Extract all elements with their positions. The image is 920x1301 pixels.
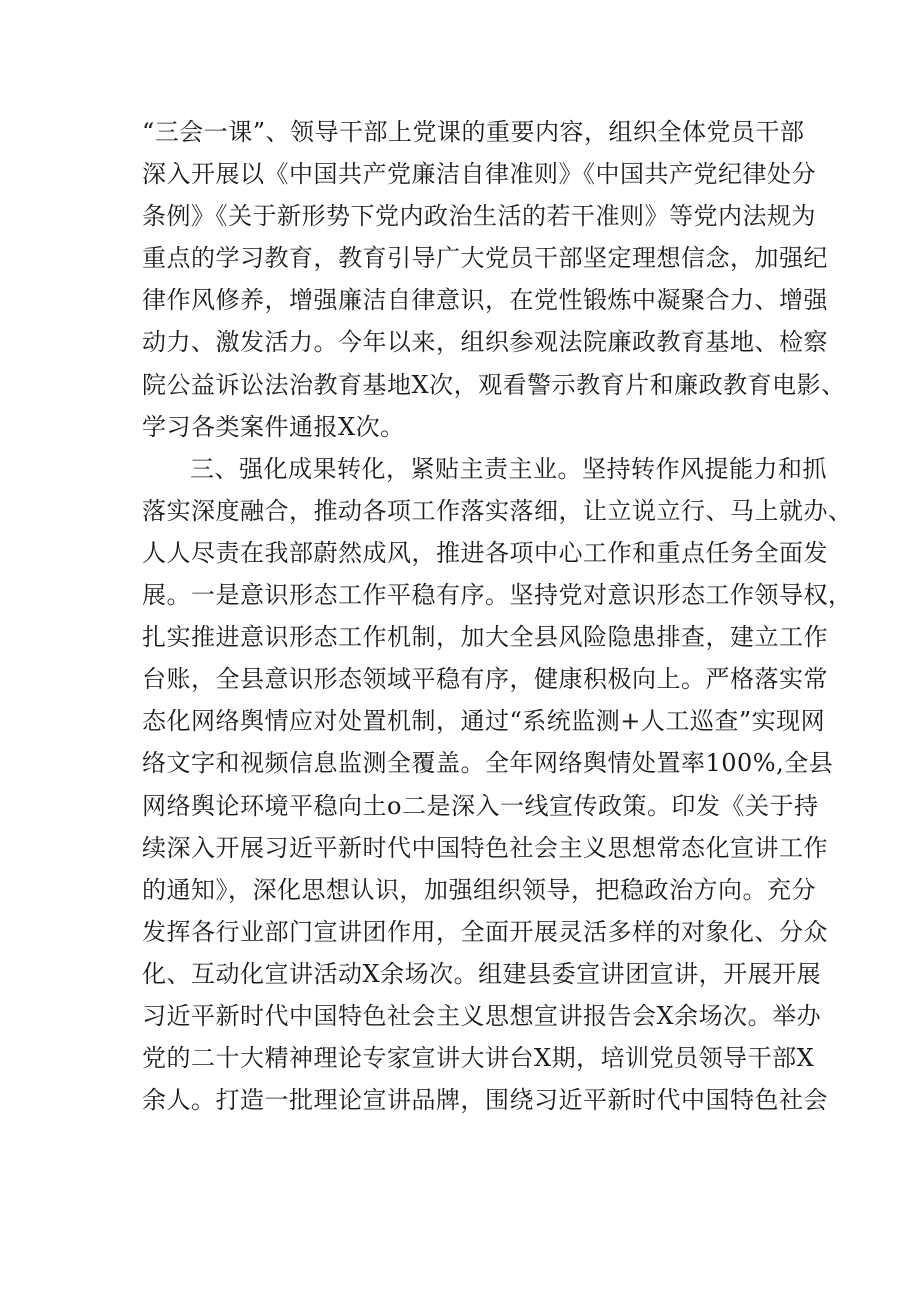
section-heading-line: 三、强化成果转化，紧贴主责主业。坚持转作风提能力和抓 bbox=[190, 454, 827, 483]
text-line: 展。一是意识形态工作平稳有序。坚持党对意识形态工作领导权， bbox=[142, 581, 853, 610]
text-line: 余人。打造一批理论宣讲品牌，围绕习近平新时代中国特色社会 bbox=[142, 1086, 828, 1115]
text-line: 重点的学习教育，教育引导广大党员干部坚定理想信念，加强纪 bbox=[142, 244, 828, 273]
document-body bbox=[142, 111, 853, 1121]
text-line: 发挥各行业部门宣讲团作用，全面开展灵活多样的对象化、分众 bbox=[142, 917, 828, 946]
text-line: 续深入开展习近平新时代中国特色社会主义思想常态化宣讲工作 bbox=[142, 833, 828, 862]
text-line: 习近平新时代中国特色社会主义思想宣讲报告会X余场次。举办 bbox=[142, 1001, 822, 1030]
text-line: 的通知》，深化思想认识，加强组织领导，把稳政治方向。充分 bbox=[142, 875, 816, 904]
text-line: 态化网络舆情应对处置机制，通过“系统监测+人工巡查”实现网 bbox=[142, 707, 826, 736]
text-line: 学习各类案件通报X次。 bbox=[142, 412, 405, 441]
text-line: 律作风修养，增强廉洁自律意识，在党性锻炼中凝聚合力、增强 bbox=[142, 286, 828, 315]
text-line: 网络舆论环境平稳向土o二是深入一线宣传政策。印发《关于持 bbox=[142, 791, 819, 820]
text-line: 化、互动化宣讲活动X余场次。组建县委宣讲团宣讲，开展开展 bbox=[142, 959, 822, 988]
text-line: 深入开展以《中国共产党廉洁自律准则》《中国共产党纪律处分 bbox=[142, 160, 816, 189]
text-line: 扎实推进意识形态工作机制，加大全县风险隐患排查，建立工作 bbox=[142, 623, 828, 652]
text-line: 落实深度融合，推动各项工作落实落细，让立说立行、马上就办、 bbox=[142, 496, 853, 525]
text-line: “三会一课”、领导干部上党课的重要内容，组织全体党员干部 bbox=[142, 118, 805, 146]
text-line: 动力、激发活力。今年以来，组织参观法院廉政教育基地、检察 bbox=[142, 328, 828, 357]
text-line: 人人尽责在我部蔚然成风，推进各项中心工作和重点任务全面发 bbox=[142, 538, 828, 567]
text-line: 络文字和视频信息监测全覆盖。全年网络舆情处置率100%,全县 bbox=[142, 749, 834, 778]
text-line: 院公益诉讼法治教育基地X次，观看警示教育片和廉政教育电影、 bbox=[142, 370, 846, 399]
text-line: 党的二十大精神理论专家宣讲大讲台X期，培训党员领导干部X bbox=[142, 1044, 815, 1073]
text-line: 台账，全县意识形态领域平稳有序，健康积极向上。严格落实常 bbox=[142, 665, 828, 694]
text-line: 条例》《关于新形势下党内政治生活的若干准则》等党内法规为 bbox=[142, 202, 816, 231]
